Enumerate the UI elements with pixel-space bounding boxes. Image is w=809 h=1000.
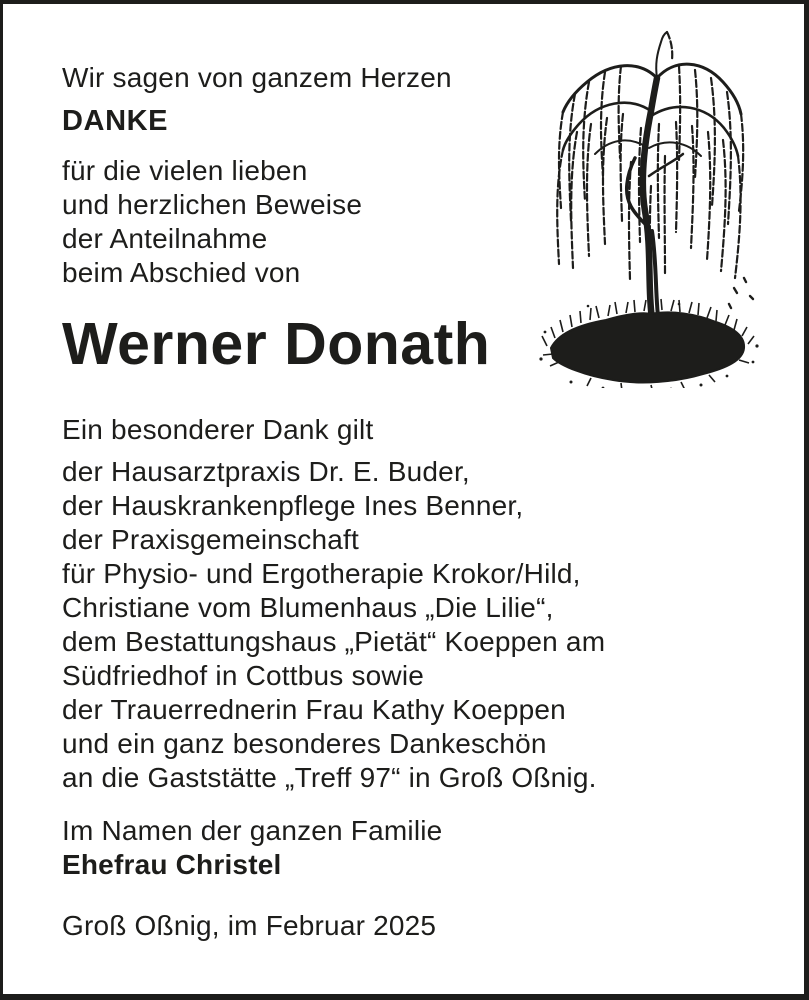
reason-line: und herzlichen Beweise [62, 189, 363, 220]
thanks-line: Christiane vom Blumenhaus „Die Lilie“, [62, 592, 554, 623]
reason-line: beim Abschied von [62, 257, 301, 288]
danke-heading: DANKE [62, 105, 169, 137]
thanks-line: an die Gaststätte „Treff 97“ in Groß Oßnig. [62, 762, 597, 793]
thanks-line: für Physio- und Ergotherapie Krokor/Hild, [62, 558, 581, 589]
signature-line: Ehefrau Christel [62, 849, 282, 880]
thanks-line: der Hausarztpraxis Dr. E. Buder, [62, 456, 470, 487]
deceased-name: Werner Donath [62, 311, 491, 377]
family-block [62, 814, 442, 882]
thanks-paragraph [62, 455, 605, 795]
thanks-line: Südfriedhof in Cottbus sowie [62, 660, 425, 691]
weeping-willow-illustration [531, 16, 765, 388]
thanks-line: der Hauskrankenpflege Ines Benner, [62, 490, 524, 521]
intro-line: Wir sagen von ganzem Herzen [62, 62, 452, 93]
thanks-line: und ein ganz besonderes Dankeschön [62, 728, 547, 759]
thanks-line: der Trauerrednerin Frau Kathy Koeppen [62, 694, 566, 725]
reason-line: für die vielen lieben [62, 155, 308, 186]
special-thanks-intro: Ein besonderer Dank gilt [62, 414, 374, 445]
reason-line: der Anteilnahme [62, 223, 268, 254]
thanks-line: der Praxisgemeinschaft [62, 524, 359, 555]
family-line: Im Namen der ganzen Familie [62, 815, 443, 846]
place-date-line: Groß Oßnig, im Februar 2025 [62, 910, 437, 941]
thanks-line: dem Bestattungshaus „Pietät“ Koeppen am [62, 626, 606, 657]
reason-paragraph [62, 154, 362, 290]
weeping-willow-icon [531, 16, 765, 388]
